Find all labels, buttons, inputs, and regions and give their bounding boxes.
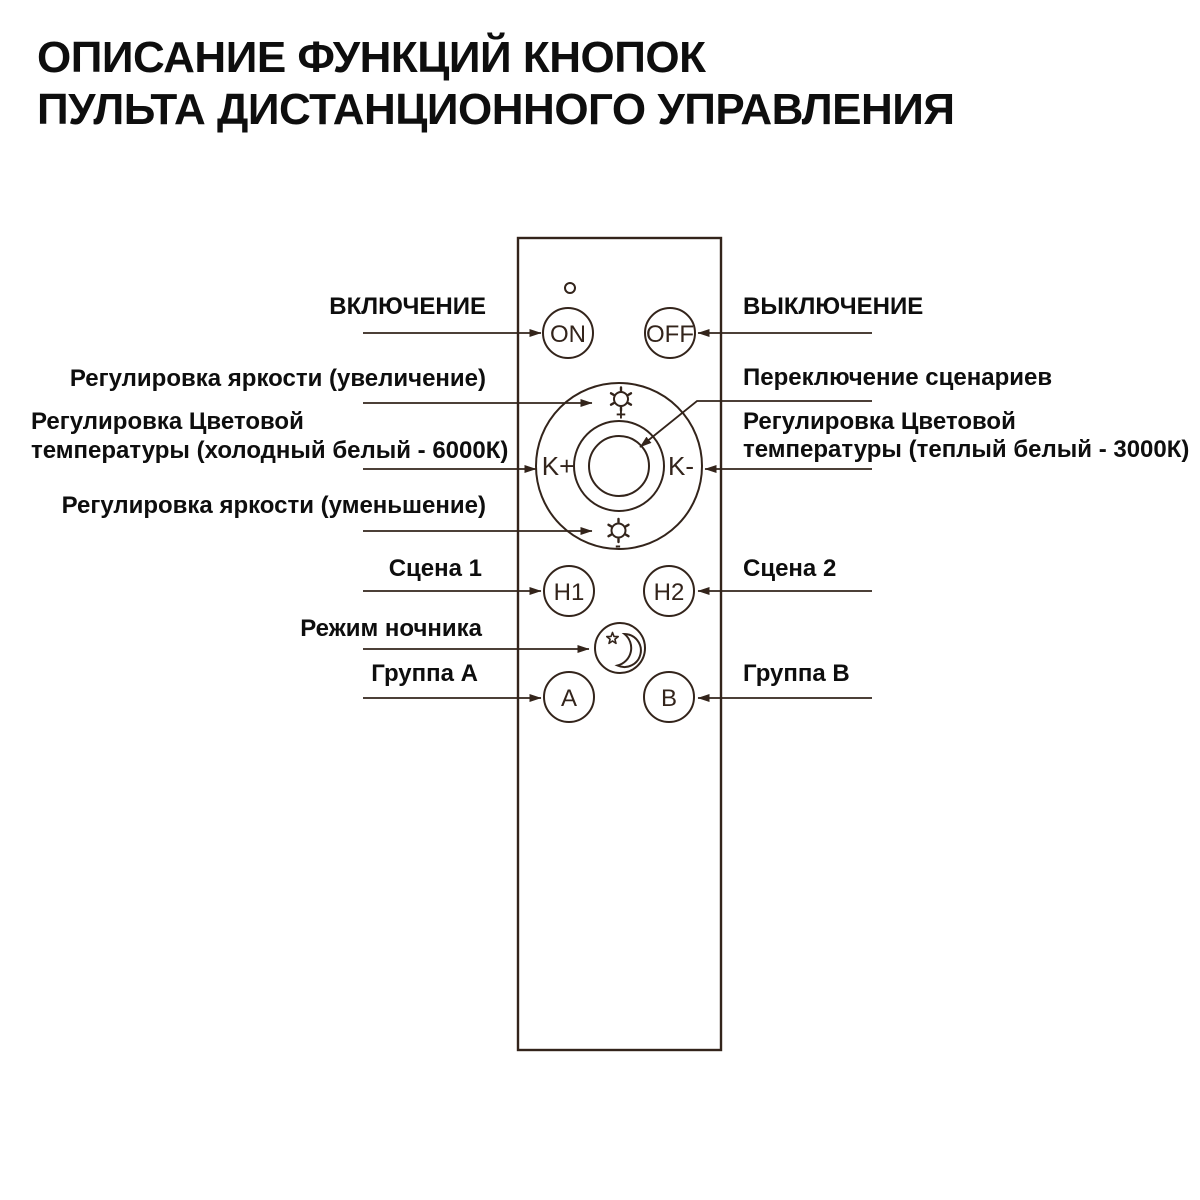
- label-brightness-up: Регулировка яркости (увеличение): [69, 365, 486, 392]
- dial-center-button: [589, 436, 649, 496]
- label-group-a: Группа A: [371, 660, 478, 687]
- dial-middle-ring: [574, 421, 664, 511]
- moon-icon: [618, 634, 641, 667]
- off-button-label: OFF: [646, 321, 694, 348]
- label-color-temp-warm-line1: Регулировка Цветовой: [743, 408, 1016, 435]
- page-title-line-1: ОПИСАНИЕ ФУНКЦИЙ КНОПОК: [37, 33, 706, 82]
- h1-button: [544, 566, 594, 616]
- page-title-line-2: ПУЛЬТА ДИСТАНЦИОННОГО УПРАВЛЕНИЯ: [37, 85, 955, 134]
- right-labels: [743, 293, 1189, 687]
- off-button: [645, 308, 695, 358]
- on-button-label: ON: [550, 321, 586, 348]
- label-scenario-switch: Переключение сценариев: [743, 364, 1053, 391]
- group-a-button-label: A: [560, 685, 578, 712]
- on-button: [543, 308, 593, 358]
- star-icon: [607, 633, 618, 644]
- remote-body: [518, 238, 721, 1050]
- h2-button: [644, 566, 694, 616]
- k-minus-button-label: K-: [668, 451, 694, 481]
- brightness-up-plus-sign: +: [616, 405, 626, 424]
- label-scene-1: Сцена 1: [388, 555, 482, 582]
- h1-button-label: H1: [553, 579, 585, 606]
- label-color-temp-warm-line2: температуры (теплый белый - 3000К): [743, 436, 1190, 463]
- dial: [536, 383, 702, 555]
- group-b-button: [644, 672, 694, 722]
- night-mode-button: [595, 623, 645, 673]
- label-group-b: Группа B: [743, 660, 850, 687]
- h2-button-label: H2: [653, 579, 685, 606]
- group-a-button: [544, 672, 594, 722]
- label-power-on: ВКЛЮЧЕНИЕ: [329, 293, 486, 320]
- label-color-temp-cold-line2: температуры (холодный белый - 6000К): [31, 437, 509, 464]
- label-scene-2: Сцена 2: [743, 555, 837, 582]
- label-color-temp-cold-line1: Регулировка Цветовой: [31, 408, 304, 435]
- label-brightness-down: Регулировка яркости (уменьшение): [61, 492, 486, 519]
- label-night-mode: Режим ночника: [300, 615, 482, 642]
- left-labels: [31, 293, 508, 687]
- led-indicator-icon: [565, 283, 575, 293]
- group-b-button-label: B: [660, 685, 678, 712]
- k-plus-button-label: K+: [541, 451, 575, 481]
- label-power-off: ВЫКЛЮЧЕНИЕ: [743, 293, 924, 320]
- brightness-down-minus-sign: -: [615, 536, 621, 555]
